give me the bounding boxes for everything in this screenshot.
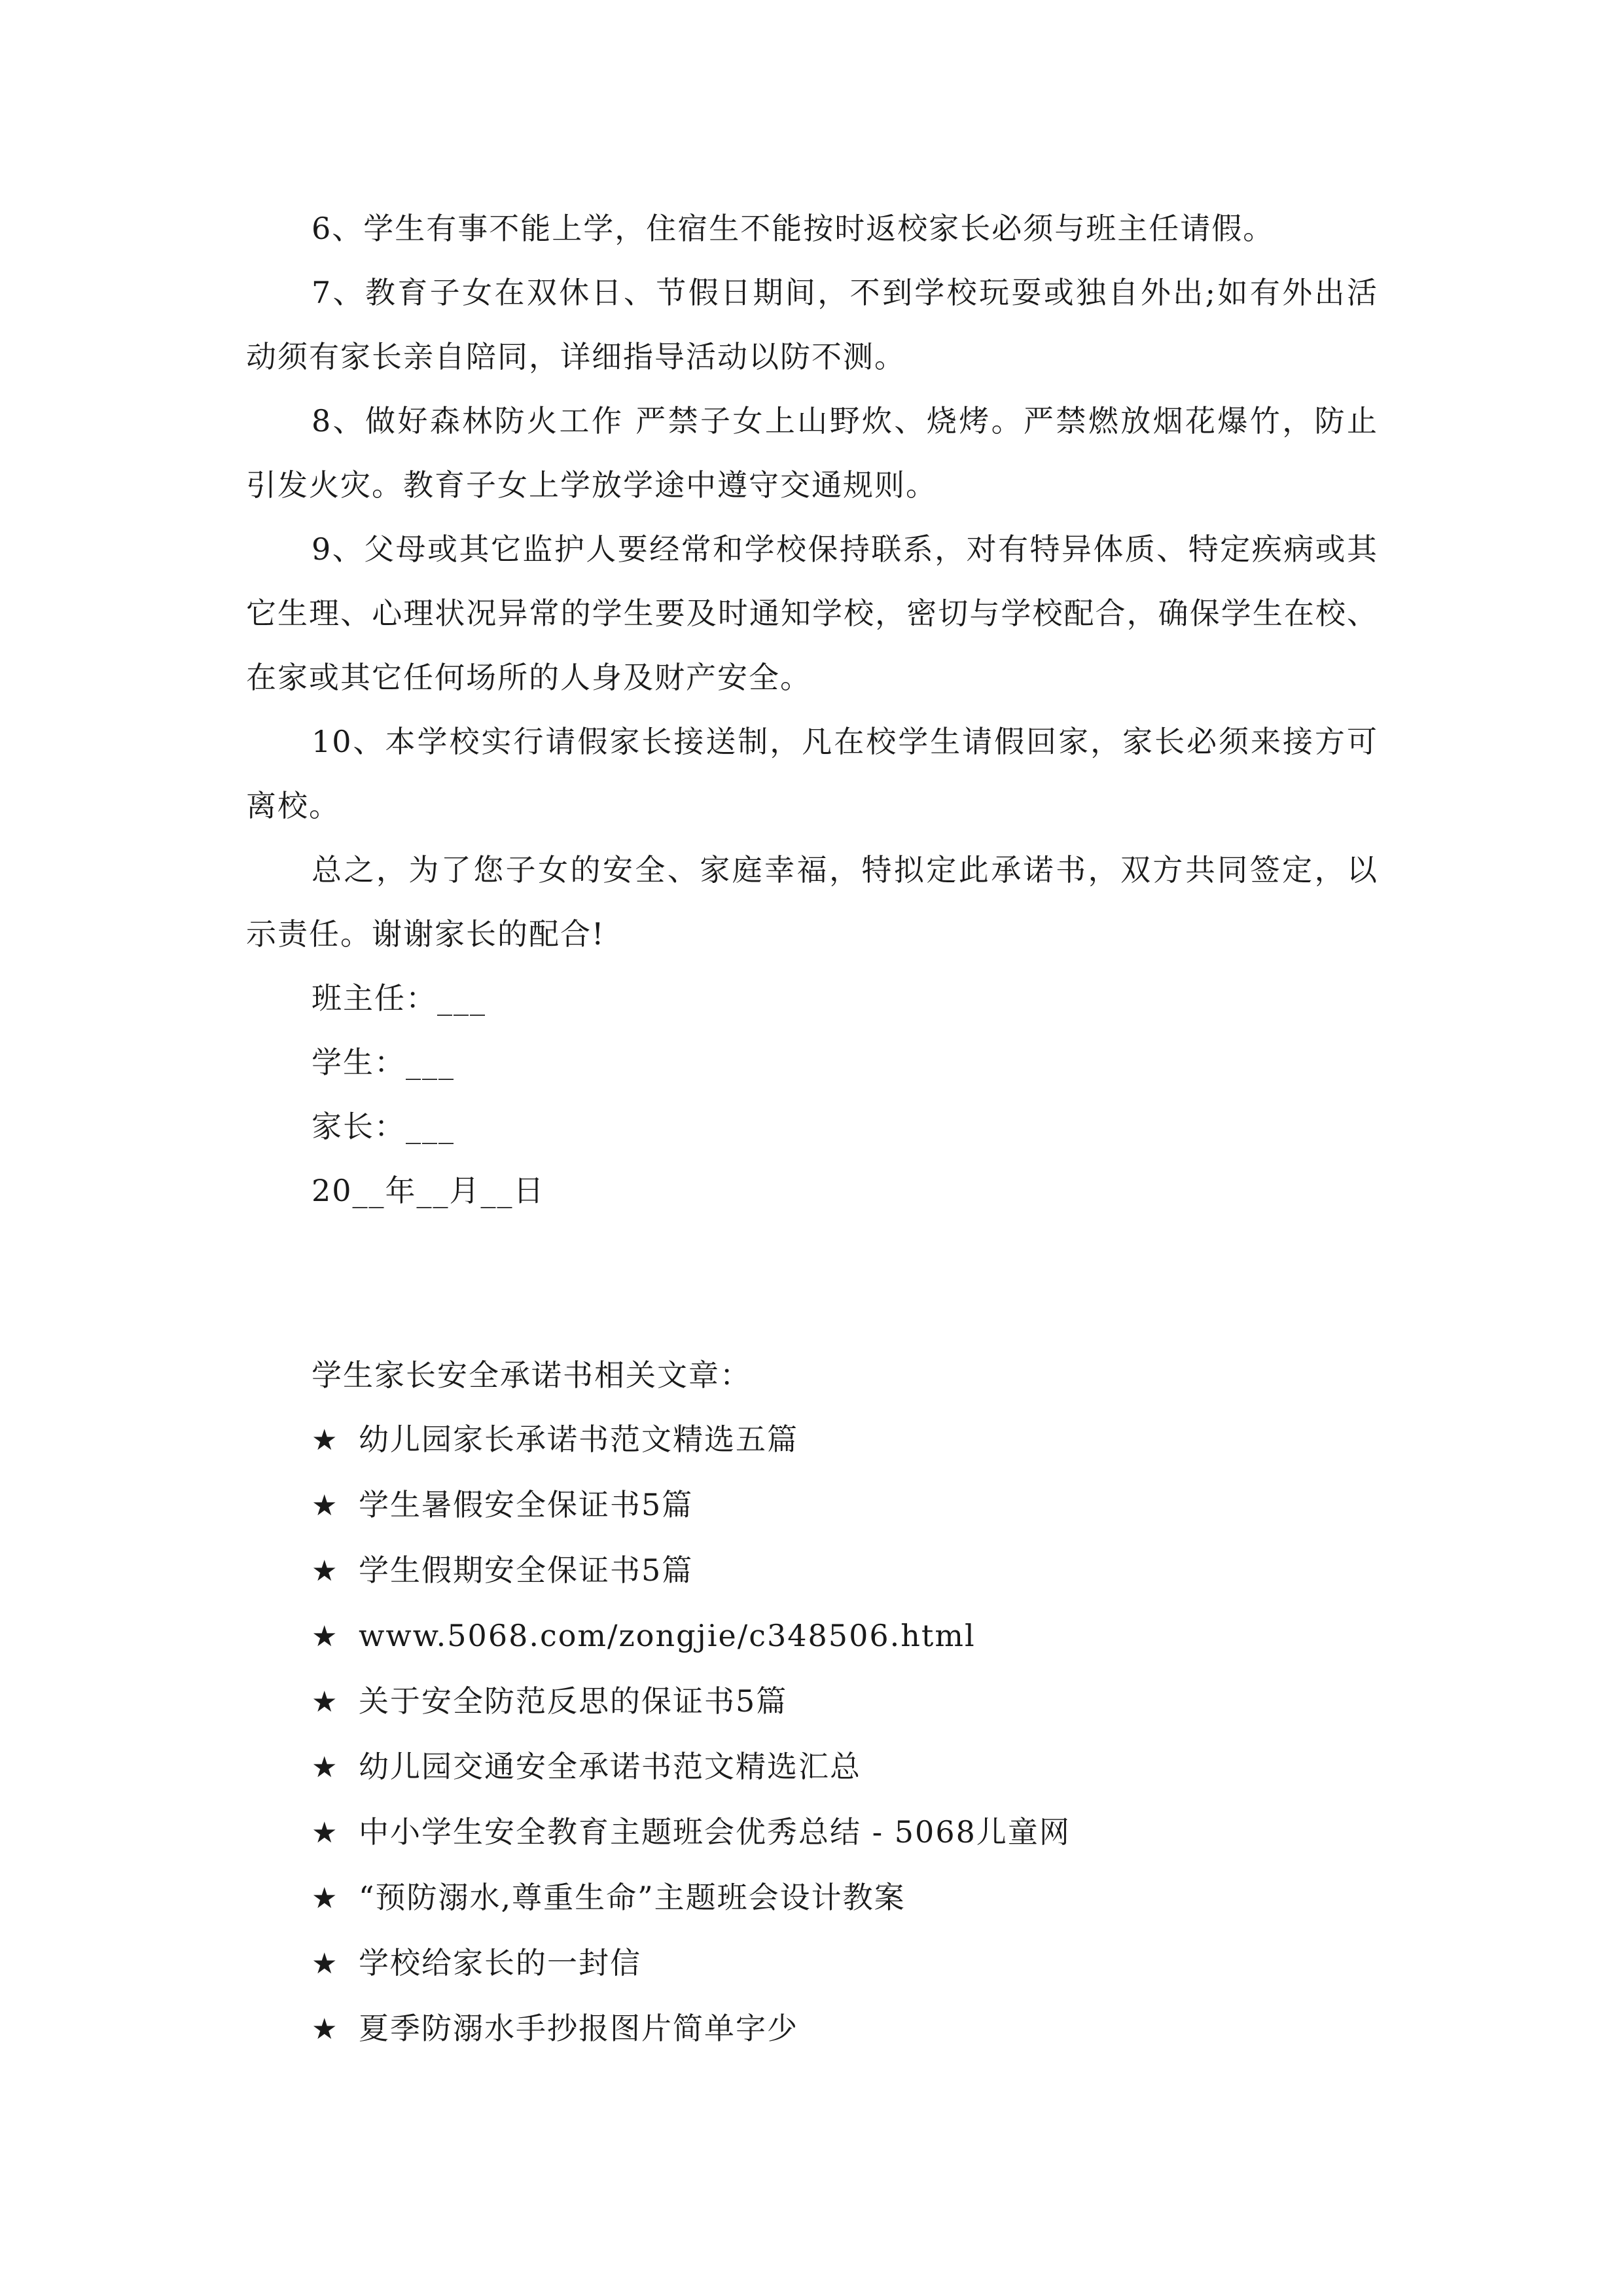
related-link-label: www.5068.com/zongjie/c348506.html bbox=[359, 1618, 976, 1653]
teacher-signature-line: 班主任：___ bbox=[312, 980, 486, 1016]
related-articles-title: 学生家长安全承诺书相关文章： bbox=[312, 1357, 751, 1393]
related-link-label: 学校给家长的一封信 bbox=[359, 1945, 641, 1981]
related-link-label: 关于安全防范反思的保证书5篇 bbox=[359, 1683, 788, 1719]
star-icon: ★ bbox=[312, 1685, 339, 1719]
related-link-label: 学生假期安全保证书5篇 bbox=[359, 1552, 694, 1588]
related-articles bbox=[312, 1343, 1378, 2062]
paragraph-item-7: 7、教育子女在双休日、节假日期间，不到学校玩耍或独自外出;如有外出活动须有家长亲自陪同，详细指导活动以防不测。 bbox=[246, 275, 1378, 374]
agreement-body bbox=[246, 196, 1378, 1223]
related-link-label: 中小学生安全教育主题班会优秀总结 - 5068儿童网 bbox=[359, 1814, 1071, 1850]
related-link-label: 幼儿园家长承诺书范文精选五篇 bbox=[359, 1422, 798, 1457]
related-link[interactable] bbox=[312, 1604, 1378, 1669]
related-link[interactable] bbox=[312, 1800, 1378, 1865]
related-link-label: 幼儿园交通安全承诺书范文精选汇总 bbox=[359, 1749, 861, 1784]
star-icon: ★ bbox=[312, 1620, 339, 1653]
related-link-label: “预防溺水,尊重生命”主题班会设计教案 bbox=[359, 1880, 906, 1915]
star-icon: ★ bbox=[312, 1489, 339, 1522]
paragraph-item-10: 10、本学校实行请假家长接送制，凡在校学生请假回家，家长必须来接方可离校。 bbox=[246, 724, 1378, 823]
related-link[interactable] bbox=[312, 1669, 1378, 1734]
related-link-label: 夏季防溺水手抄报图片简单字少 bbox=[359, 2011, 798, 2046]
star-icon: ★ bbox=[312, 1751, 339, 1784]
star-icon: ★ bbox=[312, 1947, 339, 1981]
star-icon: ★ bbox=[312, 1882, 339, 1915]
closing-paragraph: 总之，为了您子女的安全、家庭幸福，特拟定此承诺书，双方共同签定，以示责任。谢谢家长的配合! bbox=[246, 852, 1378, 952]
star-icon: ★ bbox=[312, 2013, 339, 2046]
parent-signature-line: 家长：___ bbox=[312, 1109, 455, 1144]
related-link[interactable] bbox=[312, 1734, 1378, 1800]
related-link[interactable] bbox=[312, 1996, 1378, 2062]
star-icon: ★ bbox=[312, 1424, 339, 1457]
paragraph-item-6: 6、学生有事不能上学，住宿生不能按时返校家长必须与班主任请假。 bbox=[312, 211, 1275, 246]
star-icon: ★ bbox=[312, 1554, 339, 1588]
related-link[interactable] bbox=[312, 1538, 1378, 1604]
paragraph-item-9: 9、父母或其它监护人要经常和学校保持联系，对有特异体质、特定疾病或其它生理、心理状况异常的学生要及时通知学校，密切与学校配合，确保学生在校、在家或其它任何场所的人身及财产安全。 bbox=[246, 531, 1378, 695]
related-link-label: 学生暑假安全保证书5篇 bbox=[359, 1487, 694, 1522]
related-link[interactable] bbox=[312, 1931, 1378, 1996]
paragraph-item-8: 8、做好森林防火工作 严禁子女上山野炊、烧烤。严禁燃放烟花爆竹，防止引发火灾。教育子女上学放学途中遵守交通规则。 bbox=[246, 403, 1378, 503]
date-line: 20__年__月__日 bbox=[312, 1173, 545, 1208]
star-icon: ★ bbox=[312, 1816, 339, 1850]
related-link[interactable] bbox=[312, 1865, 1378, 1931]
related-link[interactable] bbox=[312, 1473, 1378, 1538]
student-signature-line: 学生：___ bbox=[312, 1045, 455, 1080]
related-link[interactable] bbox=[312, 1407, 1378, 1473]
